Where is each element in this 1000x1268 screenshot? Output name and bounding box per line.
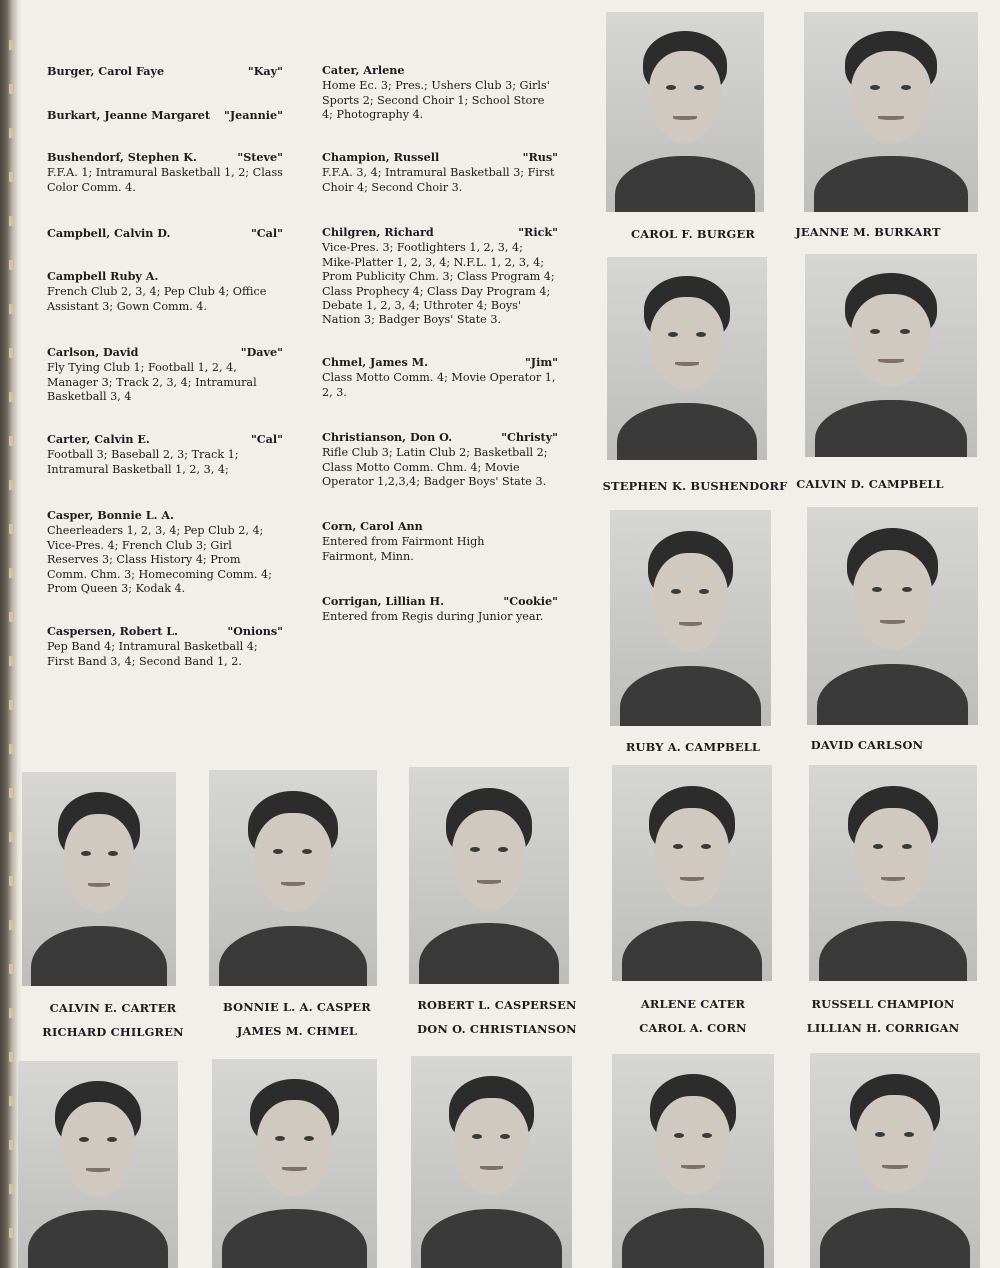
entry-name: Cater, Arlene [322,63,405,77]
portrait-caption: JEANNE M. BURKART [795,225,941,239]
portrait-eye [470,847,480,852]
binding-stitch [9,964,13,974]
entry-name: Champion, Russell [322,150,440,164]
entry-activities: Cheerleaders 1, 2, 3, 4; Pep Club 2, 4; Vice-Pres. 4; French Club 3; Girl Reserves 3; Class History 4; Prom Comm. Chm. 3; Homecoming Comm. 4; Prom Queen 3; Kodak 4. [47,524,272,596]
binding-stitch [9,1228,13,1238]
senior-entry [47,508,283,596]
portrait-face [454,1098,528,1196]
entry-name: Carlson, David [47,345,139,359]
entry-name: Chilgren, Richard [322,225,434,239]
portrait-caption: BONNIE L. A. CASPER [223,1000,371,1014]
portrait-face [851,51,931,143]
portrait-photo [612,765,772,981]
portrait-eye [107,1137,117,1142]
portrait-shoulders [622,921,763,981]
entry-name: Bushendorf, Stephen K. [47,150,197,164]
binding-stitch [9,1008,13,1018]
portrait-face [61,1102,135,1197]
binding-stitch [9,40,13,50]
portrait-caption: CAROL F. BURGER [630,227,756,241]
portrait-eye [668,332,678,337]
portrait-photo [805,254,977,457]
portrait-caption: RICHARD CHILGREN [42,1025,184,1039]
portrait-caption: CAROL A. CORN [639,1021,747,1035]
portrait-shoulders [419,923,560,984]
portrait-photo [409,767,569,984]
portrait-eye [870,329,880,334]
entry-name: Caspersen, Robert L. [47,624,179,638]
portrait-shoulders [28,1210,169,1268]
entry-activities: Vice-Pres. 3; Footlighters 1, 2, 3, 4; Mike-Platter 1, 2, 3, 4; N.F.L. 1, 2, 3, 4; Prom Publicity Chm. 3; Class Program 4; Class Prophecy 4; Class Day Program 4; Debate 1, 2, 3, 4; Uthroter 4; Boys' Nation 3; Badger Boys' State 3. [322,241,555,327]
binding-stitch [9,524,13,534]
senior-entry [322,63,558,123]
portrait-caption: JAMES M. CHMEL [236,1024,358,1038]
portrait-face [856,1095,934,1194]
portrait-face [851,294,930,387]
portrait-eye [674,1133,684,1138]
binding-stitch [9,876,13,886]
portrait-eye [875,1132,885,1137]
entry-name: Burkart, Jeanne Margaret [47,108,211,122]
entry-nickname: "Steve" [237,150,283,164]
binding-stitch [9,612,13,622]
portrait-caption: CALVIN D. CAMPBELL [796,477,944,491]
entry-activities: Class Motto Comm. 4; Movie Operator 1, 2, 3. [322,371,556,399]
entry-name: Chmel, James M. [322,355,429,369]
senior-entry [322,225,558,328]
senior-entry [322,594,558,625]
senior-entry [322,430,558,490]
portrait-shoulders [620,666,762,726]
portrait-face [650,297,724,390]
entry-activities: Entered from Fairmont High Fairmont, Minn. [322,535,485,563]
portrait-photo [804,12,978,212]
portrait-eye [902,587,912,592]
portrait-eye [696,332,706,337]
portrait-mouth [878,116,904,120]
senior-entry [322,355,558,400]
portrait-eye [79,1137,89,1142]
entry-activities: Entered from Regis during Junior year. [322,610,544,624]
entry-nickname: "Dave" [240,345,283,359]
senior-entry [47,432,283,477]
binding-stitch [9,1140,13,1150]
portrait-face [853,550,932,650]
portrait-eye [900,329,910,334]
portrait-face [854,808,931,907]
binding-stitch [9,656,13,666]
portrait-shoulders [615,156,754,212]
entry-nickname: "Jim" [524,355,558,369]
senior-entry [322,519,558,564]
senior-entry [47,150,283,195]
binding-stitch [9,260,13,270]
entry-name: Carter, Calvin E. [47,432,150,446]
portrait-face [656,1096,731,1194]
portrait-mouth [477,880,501,884]
entry-name: Corrigan, Lillian H. [322,594,445,608]
portrait-shoulders [31,926,167,986]
senior-entry [47,345,283,405]
senior-entry [322,150,558,195]
binding-stitch [9,84,13,94]
portrait-face [649,51,722,143]
portrait-shoulders [820,1208,970,1268]
portrait-eye [81,851,91,856]
entry-nickname: "Kay" [247,64,283,78]
binding-stitch [9,172,13,182]
binding-stitch [9,392,13,402]
portrait-photo [610,510,771,726]
portrait-mouth [480,1166,504,1170]
entry-activities: Pep Band 4; Intramural Basketball 4; First Band 3, 4; Second Band 1, 2. [47,640,258,668]
binding-stitch [9,480,13,490]
portrait-caption: ARLENE CATER [640,997,746,1011]
binding-stitch [9,348,13,358]
senior-entry [47,226,283,242]
entry-activities: Home Ec. 3; Pres.; Ushers Club 3; Girls' Sports 2; Second Choir 1; School Store 4; Photography 4. [322,79,550,122]
binding-stitch [9,216,13,226]
portrait-eye [498,847,508,852]
portrait-face [257,1100,333,1196]
binding-stitch [9,128,13,138]
portrait-eye [304,1136,314,1141]
portrait-caption: RUSSELL CHAMPION [811,997,955,1011]
portrait-mouth [673,116,696,120]
portrait-caption: RUBY A. CAMPBELL [625,740,761,754]
entry-nickname: "Christy" [501,430,558,444]
portrait-photo [18,1061,178,1268]
portrait-photo [810,1053,980,1268]
portrait-photo [607,257,767,460]
portrait-photo [606,12,764,212]
portrait-face [254,813,331,912]
entry-nickname: "Jeannie" [224,108,283,122]
entry-nickname: "Onions" [227,624,283,638]
portrait-caption: LILLIAN H. CORRIGAN [806,1021,960,1035]
entry-activities: French Club 2, 3, 4; Pep Club 4; Office Assistant 3; Gown Comm. 4. [47,285,267,313]
senior-entry [47,624,283,669]
binding-stitch [9,304,13,314]
portrait-face [653,553,727,652]
entry-activities: F.F.A. 3, 4; Intramural Basketball 3; First Choir 4; Second Choir 3. [322,166,555,194]
binding-stitch [9,568,13,578]
entry-name: Burger, Carol Faye [47,64,165,78]
binding-stitch [9,832,13,842]
portrait-caption: DAVID CARLSON [810,738,924,752]
portrait-eye [872,587,882,592]
binding-stitch [9,744,13,754]
portrait-photo [212,1059,377,1268]
binding-stitch [9,1184,13,1194]
entry-nickname: "Rus" [522,150,558,164]
entry-name: Christianson, Don O. [322,430,453,444]
portrait-shoulders [815,400,966,457]
portrait-shoulders [222,1209,367,1268]
entry-activities: Fly Tying Club 1; Football 1, 2, 4, Manager 3; Track 2, 3, 4; Intramural Basketball 3, 4 [47,361,257,404]
entry-nickname: "Cookie" [503,594,558,608]
binding-stitch [9,1096,13,1106]
portrait-mouth [882,1165,907,1169]
portrait-shoulders [814,156,967,212]
portrait-shoulders [622,1208,765,1268]
portrait-mouth [681,1165,705,1169]
senior-entry [47,108,283,124]
entry-name: Corn, Carol Ann [322,519,423,533]
entry-name: Campbell Ruby A. [47,269,159,283]
portrait-eye [702,1133,712,1138]
portrait-shoulders [817,664,967,725]
entry-name: Casper, Bonnie L. A. [47,508,174,522]
entry-nickname: "Cal" [250,432,283,446]
portrait-shoulders [617,403,758,460]
portrait-eye [108,851,118,856]
binding-stitch [9,920,13,930]
portrait-caption: STEPHEN K. BUSHENDORF [602,479,788,493]
portrait-caption: DON O. CHRISTIANSON [417,1022,577,1036]
entry-name: Campbell, Calvin D. [47,226,171,240]
portrait-photo [612,1054,774,1268]
entry-activities: Rifle Club 3; Latin Club 2; Basketball 2; Class Motto Comm. Chm. 4; Movie Operator 1,2,3,4; Badger Boys' State 3. [322,446,548,489]
portrait-face [655,808,729,907]
entry-activities: Football 3; Baseball 2, 3; Track 1; Intramural Basketball 1, 2, 3, 4; [47,448,239,476]
binding-stitch [9,436,13,446]
portrait-face [452,810,526,910]
portrait-caption: ROBERT L. CASPERSEN [417,998,577,1012]
entry-nickname: "Cal" [250,226,283,240]
portrait-face [64,814,135,912]
portrait-eye [472,1134,482,1139]
portrait-photo [411,1056,572,1268]
portrait-eye [500,1134,510,1139]
binding-stitch [9,700,13,710]
binding-stitch [9,788,13,798]
portrait-caption: CALVIN E. CARTER [49,1001,177,1015]
portrait-photo [22,772,176,986]
senior-entry [47,269,283,314]
portrait-photo [809,765,977,981]
senior-entry [47,64,283,80]
binding-stitch [9,1052,13,1062]
portrait-mouth [88,883,111,887]
entry-activities: F.F.A. 1; Intramural Basketball 1, 2; Class Color Comm. 4. [47,166,283,194]
portrait-shoulders [219,926,367,986]
portrait-mouth [680,877,704,881]
portrait-eye [275,1136,285,1141]
portrait-shoulders [819,921,967,981]
entry-nickname: "Rick" [518,225,558,239]
portrait-photo [209,770,377,986]
portrait-photo [807,507,978,725]
portrait-shoulders [421,1209,563,1268]
